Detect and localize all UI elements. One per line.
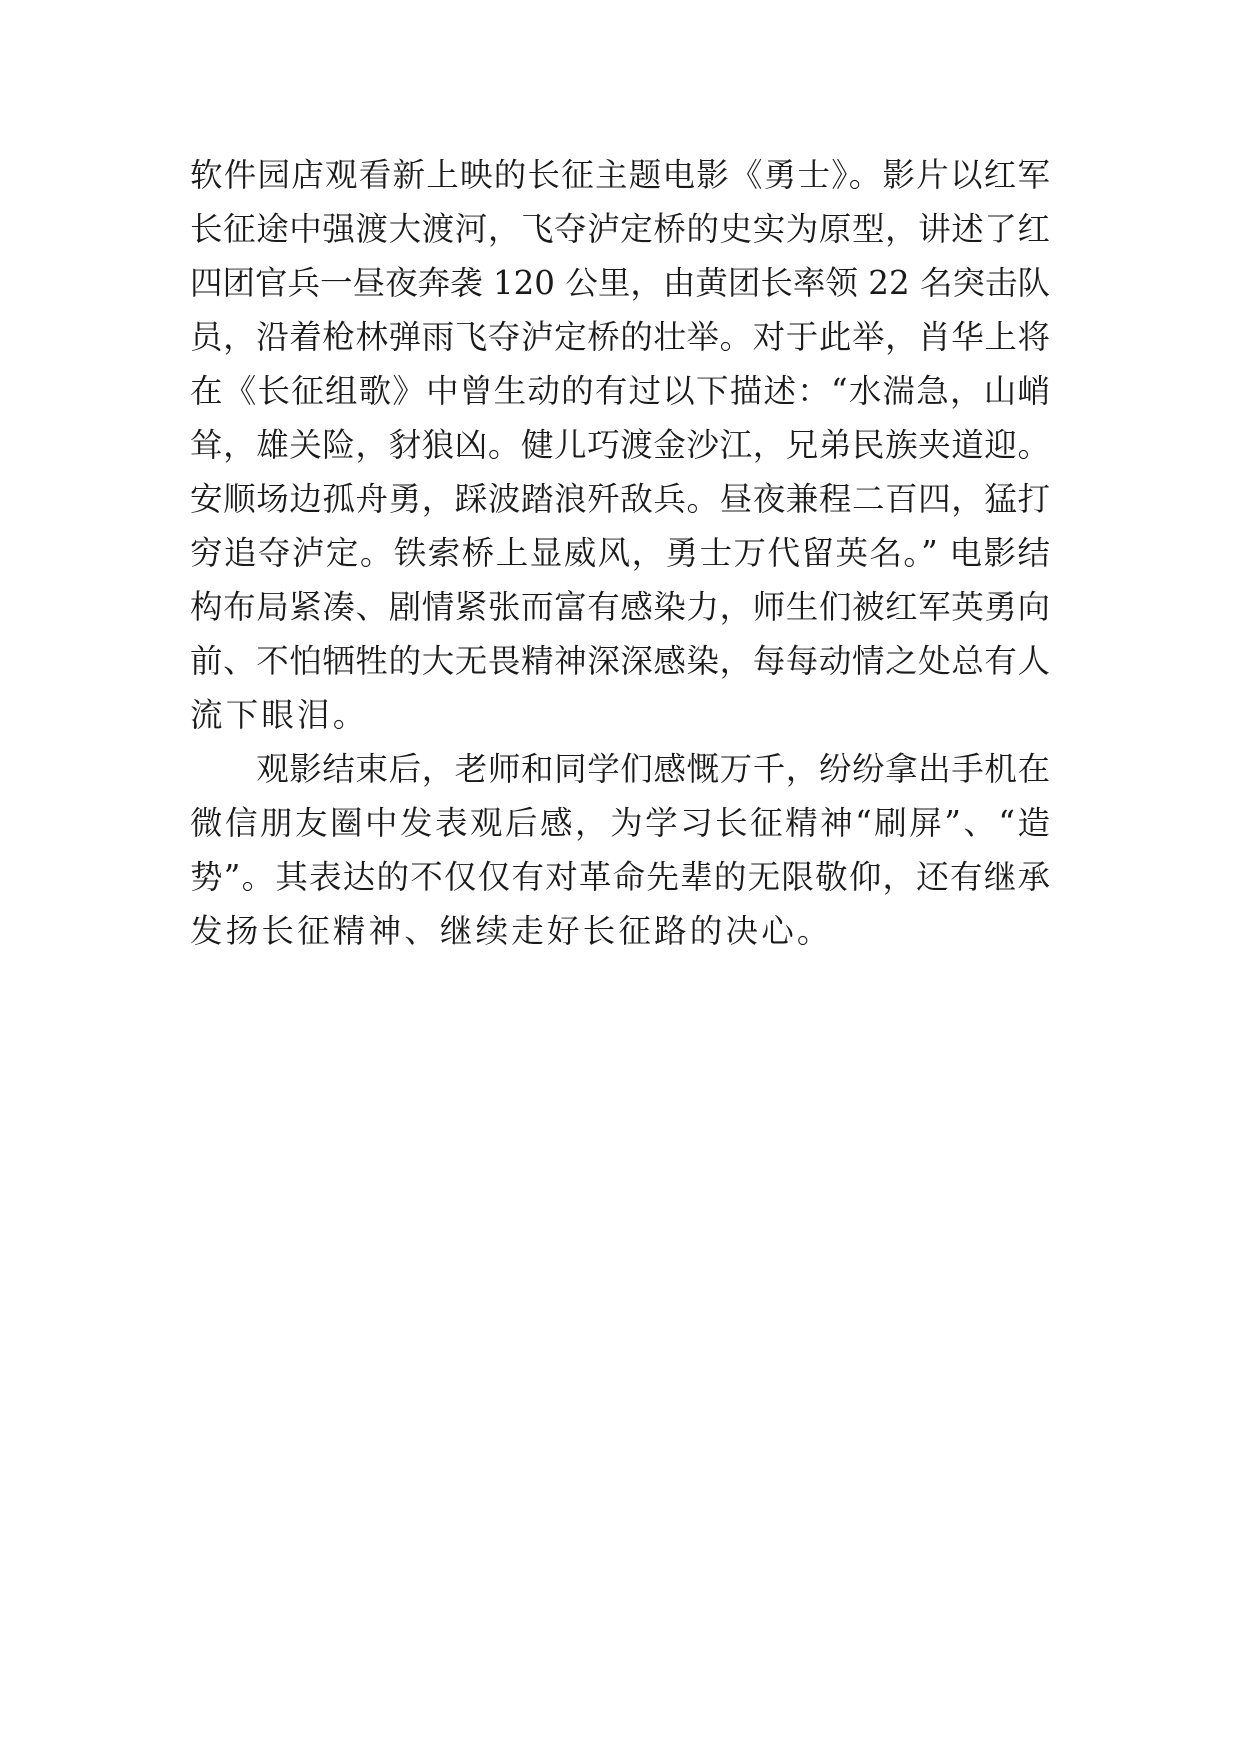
paragraph-line: 前、不怕牺牲的大无畏精神深深感染，每每动情之处总有人 xyxy=(190,642,1050,680)
paragraph-line: 长征途中强渡大渡河，飞夺泸定桥的史实为原型，讲述了红 xyxy=(190,210,1050,248)
paragraph-line: 微信朋友圈中发表观后感，为学习长征精神“刷屏”、“造 xyxy=(190,804,1050,842)
paragraph-line: 软件园店观看新上映的长征主题电影《勇士》。影片以红军 xyxy=(190,156,1050,194)
paragraph-line: 安顺场边孤舟勇，踩波踏浪歼敌兵。昼夜兼程二百四，猛打 xyxy=(190,480,1050,518)
paragraph-line: 耸，雄关险，豺狼凶。健儿巧渡金沙江，兄弟民族夹道迎。 xyxy=(190,426,1050,464)
paragraph-line: 观影结束后，老师和同学们感慨万千，纷纷拿出手机在 xyxy=(190,750,1050,788)
paragraph-line: 流下眼泪。 xyxy=(190,696,369,734)
paragraph-line: 四团官兵一昼夜奔袭 120 公里，由黄团长率领 22 名突击队 xyxy=(190,264,1050,302)
paragraph-2 xyxy=(190,742,1050,958)
paragraph-line: 发扬长征精神、继续走好长征路的决心。 xyxy=(190,912,833,950)
paragraph-line: 构布局紧凑、剧情紧张而富有感染力，师生们被红军英勇向 xyxy=(190,588,1050,626)
paragraph-line: 在《长征组歌》中曾生动的有过以下描述：“水湍急，山峭 xyxy=(190,372,1050,410)
paragraph-line: 势”。其表达的不仅仅有对革命先辈的无限敬仰，还有继承 xyxy=(190,858,1050,896)
paragraph-line: 穷追夺泸定。铁索桥上显威风，勇士万代留英名。” 电影结 xyxy=(190,534,1050,572)
document-body xyxy=(190,148,1050,958)
paragraph-1 xyxy=(190,148,1050,742)
paragraph-line: 员，沿着枪林弹雨飞夺泸定桥的壮举。对于此举，肖华上将 xyxy=(190,318,1050,356)
